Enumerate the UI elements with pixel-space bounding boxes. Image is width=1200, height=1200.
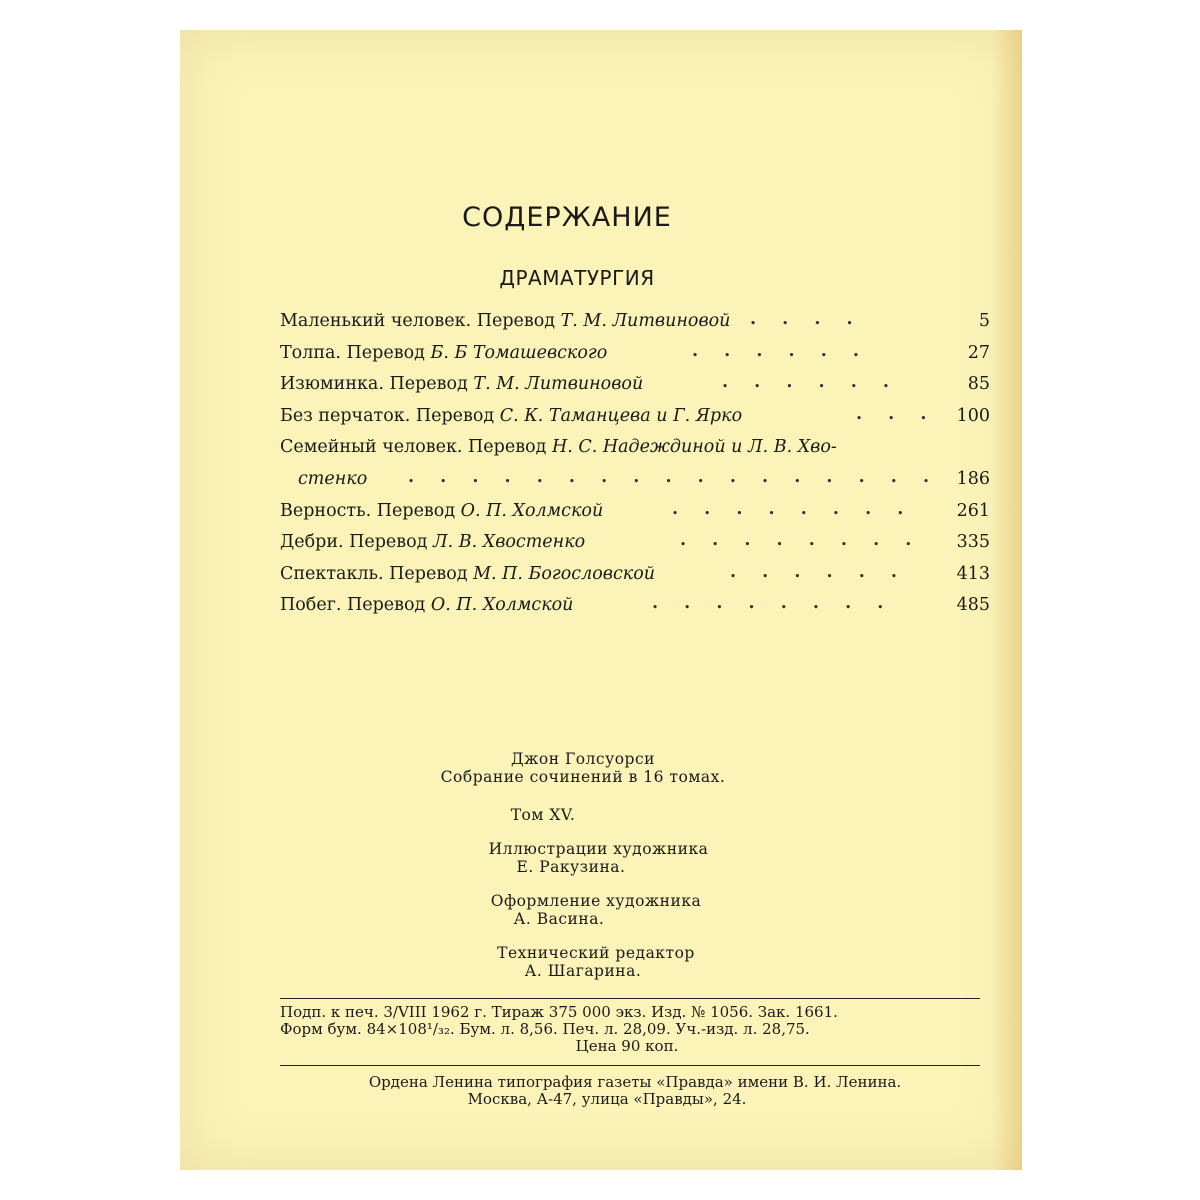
toc-entry [280, 369, 990, 401]
editor-name: А. Шагарина. [524, 962, 642, 980]
table-of-contents [280, 306, 990, 622]
imprint-editor [180, 944, 1022, 980]
toc-page: 335 [956, 532, 990, 553]
toc-work: Дебри. Перевод [280, 532, 434, 553]
toc-translator: Т. М. Литвиновой [473, 374, 644, 395]
leader-dots: . . . . [750, 309, 863, 329]
toc-translator: Н. С. Надеждиной и Л. В. Хво- [551, 437, 837, 458]
leader-dots: . . . . . . [722, 372, 900, 393]
contents-title: СОДЕРЖАНИЕ [462, 202, 672, 233]
printer-name: Ордена Ленина типография газеты «Правда» имени В. И. Ленина. [368, 1073, 902, 1091]
leader-dots: . . . . . . . . [680, 530, 922, 551]
toc-page: 261 [956, 500, 990, 521]
toc-entry [280, 338, 990, 370]
toc-page: 85 [967, 374, 990, 395]
toc-page: 413 [956, 563, 990, 584]
editor-label: Технический редактор [497, 944, 695, 962]
toc-entry [280, 559, 990, 591]
toc-translator: Л. В. Хвостенко [433, 532, 586, 553]
page-edge-stain [992, 30, 1022, 1170]
leader-dots: . . . . . . . . . . . . . . . . . [408, 466, 940, 487]
toc-translator-continuation: стенко [298, 468, 368, 489]
illustrator-name: Е. Ракузина. [516, 858, 626, 876]
toc-work: Маленький человек. Перевод [280, 311, 561, 331]
toc-entry [280, 527, 990, 559]
print-signing-line: Подп. к печ. 3/VIII 1962 г. Тираж 375 000 экз. Изд. № 1056. Зак. 1661. [280, 1003, 838, 1021]
toc-work: Верность. Перевод [280, 500, 461, 521]
imprint-illustrations [180, 840, 1022, 876]
imprint-author [180, 750, 1022, 786]
book-page [180, 30, 1022, 1170]
toc-page: 485 [956, 595, 990, 616]
toc-translator: О. П. Холмской [460, 500, 604, 521]
leader-dots: . . . . . . [692, 340, 870, 361]
toc-page: 5 [978, 311, 990, 331]
designer-name: А. Васина. [513, 910, 605, 928]
toc-translator: Б. Б Томашевского [430, 342, 608, 363]
toc-translator: С. К. Таманцева и Г. Ярко [499, 405, 743, 426]
toc-page: 186 [956, 468, 990, 489]
leader-dots: . . . [856, 403, 937, 424]
toc-work: Изюминка. Перевод [280, 374, 474, 395]
toc-entry-continuation [280, 464, 990, 496]
collection-title: Собрание сочинений в 16 томах. [440, 768, 726, 786]
toc-entry [280, 401, 990, 433]
leader-dots: . . . . . . [730, 561, 908, 582]
section-heading: ДРАМАТУРГИЯ [499, 266, 655, 290]
leader-dots: . . . . . . . . [672, 498, 914, 519]
toc-work: Семейный человек. Перевод [280, 437, 552, 458]
toc-entry [280, 306, 990, 338]
printer-details [280, 1074, 990, 1108]
toc-work: Толпа. Перевод [280, 342, 431, 363]
volume-number: Том XV. [510, 806, 576, 824]
toc-work: Без перчаток. Перевод [280, 405, 500, 426]
toc-translator: О. П. Холмской [430, 595, 574, 616]
toc-entry [280, 432, 990, 464]
bottom-rule [280, 1065, 980, 1066]
toc-entry [280, 590, 990, 622]
toc-work: Побег. Перевод [280, 595, 431, 616]
printer-address: Москва, А-47, улица «Правды», 24. [467, 1090, 747, 1108]
design-label: Оформление художника [490, 892, 702, 910]
paper-format-line: Форм бум. 84×108¹/₃₂. Бум. л. 8,56. Печ. л. 28,09. Уч.-изд. л. 28,75. [280, 1020, 810, 1038]
publication-details [280, 1004, 990, 1055]
imprint-design [180, 892, 1022, 928]
imprint-volume [180, 806, 1022, 824]
toc-translator: Т. М. Литвиновой [560, 311, 731, 331]
author-name: Джон Голсуорси [511, 750, 655, 768]
toc-page: 27 [967, 342, 990, 363]
toc-entry [280, 496, 990, 528]
top-rule [280, 998, 980, 999]
toc-page: 100 [956, 405, 990, 426]
illustrations-label: Иллюстрации художника [488, 840, 709, 858]
toc-translator: М. П. Богословской [473, 563, 656, 584]
leader-dots: . . . . . . . . [652, 593, 894, 614]
toc-work: Спектакль. Перевод [280, 563, 474, 584]
price-line: Цена 90 коп. [575, 1037, 679, 1055]
